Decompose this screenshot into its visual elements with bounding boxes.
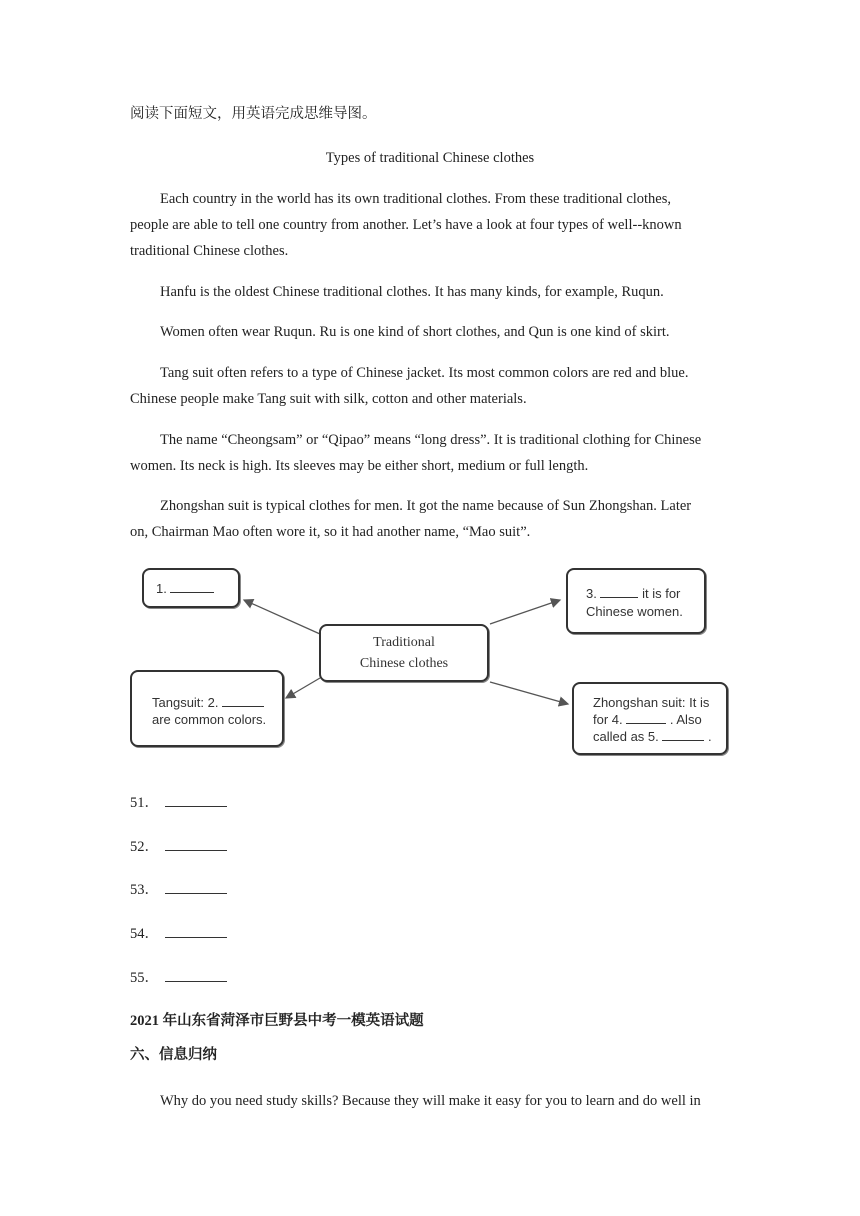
node-1-text: [156, 580, 214, 597]
paragraph-1-line-3: traditional Chinese clothes.: [130, 243, 289, 259]
answer-53: [130, 879, 227, 900]
node-2: [130, 670, 284, 747]
node-4-line-3: [593, 728, 712, 745]
center-node-line-1: Traditional: [373, 635, 435, 650]
answer-number: 55．: [130, 970, 159, 986]
answer-55: [130, 967, 227, 988]
arrow-to-box-3: [490, 600, 560, 624]
node-4-blank-5: [662, 728, 704, 741]
paragraph-6-line-2: on, Chairman Mao often wore it, so it had another name, “Mao suit”.: [130, 524, 531, 540]
section-heading: 六、信息归纳: [130, 1047, 217, 1063]
answer-52: [130, 836, 227, 857]
center-node: [319, 624, 489, 682]
node-2-blank: [222, 694, 264, 707]
node-4-line-1: Zhongshan suit: It is: [593, 695, 710, 710]
node-4-text-a: . Also: [669, 712, 702, 727]
node-3-label: 3.: [586, 586, 597, 601]
answer-number: 52．: [130, 839, 159, 855]
node-2-line-1: [152, 694, 264, 711]
node-4-line-2: [593, 711, 702, 728]
answer-number: 53．: [130, 882, 159, 898]
node-2-line-2: are common colors.: [152, 712, 267, 727]
answer-blank[interactable]: [165, 836, 227, 851]
node-1: [142, 568, 240, 608]
node-3-line-1: [586, 585, 680, 602]
answer-blank[interactable]: [165, 967, 227, 982]
paragraph-1-line-1: Each country in the world has its own traditional clothes. From these traditional clothes,: [160, 191, 672, 207]
answer-51: [130, 792, 227, 813]
paragraph-4-line-2: Chinese people make Tang suit with silk, cotton and other materials.: [130, 391, 527, 407]
paragraph-5-line-1: The name “Cheongsam” or “Qipao” means “long dress”. It is traditional clothing for Chinese: [160, 432, 702, 448]
node-4-text-b: .: [708, 729, 712, 744]
paragraph-3: Women often wear Ruqun. Ru is one kind of short clothes, and Qun is one kind of skirt.: [160, 324, 670, 340]
arrow-to-box-2: [286, 678, 320, 698]
exam-title: 2021 年山东省菏泽市巨野县中考一模英语试题: [130, 1013, 424, 1029]
node-4-blank: [626, 711, 666, 724]
paragraph-4-line-1: Tang suit often refers to a type of Chinese jacket. Its most common colors are red and blue.: [160, 365, 689, 381]
answer-number: 51．: [130, 795, 159, 811]
center-node-line-2: Chinese clothes: [359, 656, 449, 671]
node-3-line-2: Chinese women.: [586, 604, 683, 619]
paragraph-2: Hanfu is the oldest Chinese traditional clothes. It has many kinds, for example, Ruqun.: [160, 284, 664, 300]
arrow-to-box-4: [490, 682, 568, 704]
answer-54: [130, 923, 227, 944]
answer-blank[interactable]: [165, 792, 227, 807]
passage-title: Types of traditional Chinese clothes: [325, 150, 535, 166]
node-1-label: 1.: [156, 581, 167, 596]
answer-blank[interactable]: [165, 879, 227, 894]
node-2-label: Tangsuit: 2.: [152, 695, 219, 710]
paragraph-1-line-2: people are able to tell one country from another. Let’s have a look at four types of well--known: [130, 217, 682, 233]
instruction: 阅读下面短文，用英语完成思维导图。: [130, 106, 377, 122]
arrow-to-box-1: [244, 600, 320, 634]
node-3-text-a: it is for: [642, 586, 681, 601]
answer-blank[interactable]: [165, 923, 227, 938]
paragraph-6-line-1: Zhongshan suit is typical clothes for men. It got the name because of Sun Zhongshan. Later: [160, 498, 692, 514]
mind-map: [128, 562, 732, 760]
answer-number: 54．: [130, 926, 159, 942]
next-passage-line-1: Why do you need study skills? Because they will make it easy for you to learn and do well in: [160, 1093, 701, 1109]
node-4-label: for 4.: [593, 712, 623, 727]
node-1-blank: [170, 580, 214, 593]
paragraph-5-line-2: women. Its neck is high. Its sleeves may be either short, medium or full length.: [130, 458, 589, 474]
node-4: [572, 682, 728, 755]
node-3: [566, 568, 706, 634]
node-4-label-5: called as 5.: [593, 729, 659, 744]
node-3-blank: [600, 585, 638, 598]
